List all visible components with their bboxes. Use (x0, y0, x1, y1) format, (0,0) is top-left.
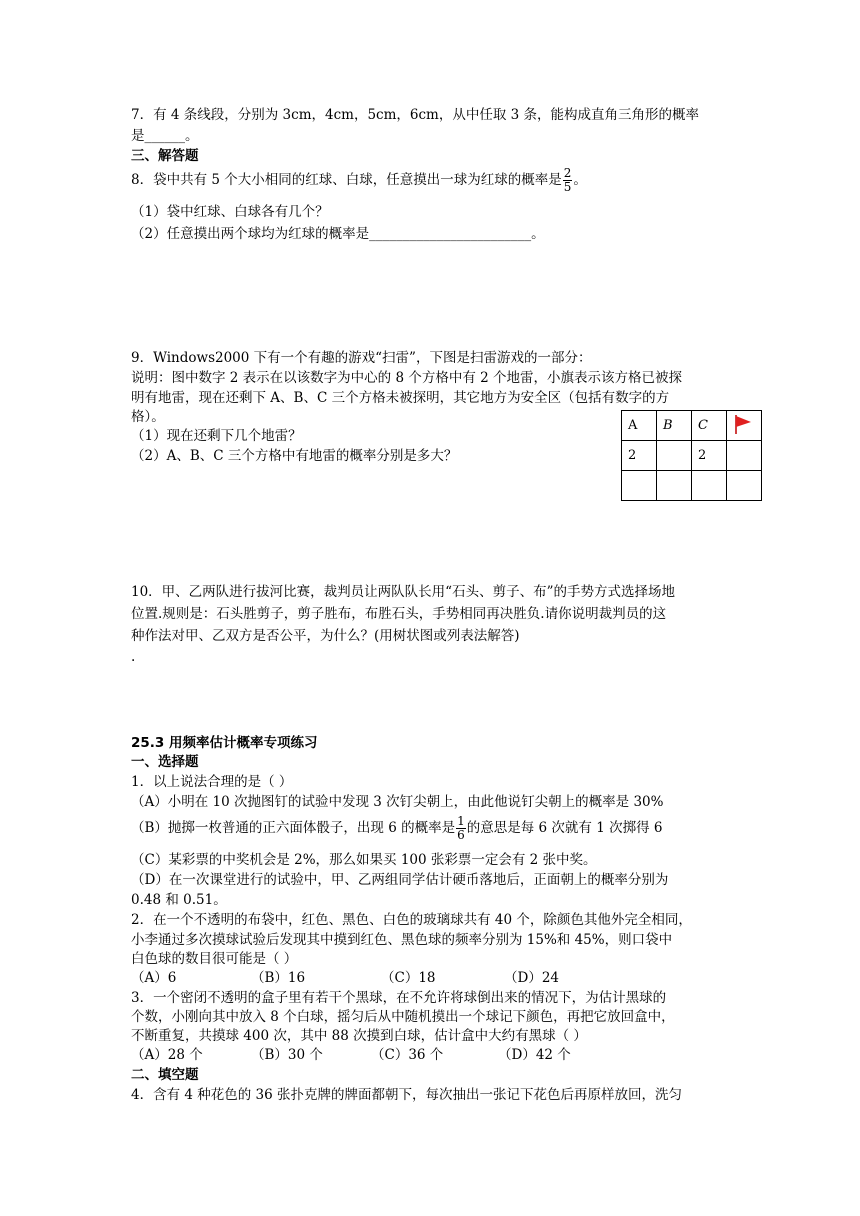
grid-cell (657, 441, 692, 471)
s-q1-option-a: （A）小明在 10 次抛图钉的试验中发现 3 次钉尖朝上，由此他说钉尖朝上的概率是 30% (131, 794, 664, 810)
s-q3-line-3: 不断重复，共摸球 400 次，其中 88 次摸到白球，估计盒中大约有黑球（ ） (131, 1028, 587, 1044)
minesweeper-grid (621, 410, 762, 501)
grid-cell-flag (727, 411, 762, 441)
s-q2-option-c: （C）18 (381, 970, 436, 986)
s-q1-option-c: （C）某彩票的中奖机会是 2%，那么如果买 100 张彩票一定会有 2 张中奖。 (131, 852, 597, 868)
s-q2-line-2: 小李通过多次摸球试验后发现其中摸到红色、黑色球的频率分别为 15%和 45%，则口袋中 (131, 932, 673, 948)
q8-sub-1: （1）袋中红球、白球各有几个？ (131, 204, 329, 220)
grid-row (622, 441, 762, 471)
q8-stem-text: 8．袋中共有 5 个大小相同的红球、白球，任意摸出一球为红球的概率是 (131, 172, 562, 188)
q10-line-1: 10．甲、乙两队进行拔河比赛，裁判员让两队队长用“石头、剪子、布”的手势方式选择场地 (131, 584, 675, 600)
s-q1-option-b-text: （B）抛掷一枚普通的正六面体骰子，出现 6 的概率是 (131, 820, 456, 836)
s-q4-line-1: 4．含有 4 种花色的 36 张扑克牌的牌面都朝下，每次抽出一张记下花色后再原样放回，洗匀 (131, 1087, 683, 1103)
grid-cell-b: B (657, 411, 692, 441)
grid-cell-c: C (692, 411, 727, 441)
q9-line-2: 说明：图中数字 2 表示在以该数字为中心的 8 个方格中有 2 个地雷，小旗表示该方格已被探 (131, 370, 683, 386)
grid-cell-a: A (622, 411, 657, 441)
s-q3-option-b: （B）30 个 (251, 1047, 323, 1063)
s-q2-option-a: （A）6 (131, 970, 177, 986)
s-q1-fraction-numerator: 1 (457, 814, 465, 828)
s-q3-option-c: （C）36 个 (371, 1047, 444, 1063)
q8-fraction (563, 167, 573, 194)
section-heading-fill: 二、填空题 (131, 1067, 199, 1083)
q9-line-3: 明有地雷，现在还剩下 A、B、C 三个方格未被探明，其它地方为安全区（包括有数字的方 (131, 390, 670, 406)
s-q2-option-d: （D）24 (504, 970, 560, 986)
q9-sub-1: （1）现在还剩下几个地雷？ (131, 428, 302, 444)
s-q3-option-d: （D）42 个 (498, 1047, 571, 1063)
q8-fraction-numerator: 2 (563, 166, 572, 180)
s-q1-option-d-line-1: （D）在一次课堂进行的试验中，甲、乙两组同学估计硬币落地后，正面朝上的概率分别为 (131, 872, 669, 888)
q8-sub-2: （2）任意摸出两个球均为红球的概率是________________________。 (131, 226, 545, 242)
grid-cell (727, 471, 762, 501)
s-q2-option-b: （B）16 (251, 970, 306, 986)
s-q1-option-b (131, 815, 662, 842)
s-q1-stem: 1．以上说法合理的是（ ） (131, 774, 293, 790)
s-q1-option-b-suffix: 的意思是每 6 次就有 1 次掷得 6 (466, 820, 663, 836)
s-q1-fraction-denominator: 6 (457, 828, 465, 842)
grid-row (622, 411, 762, 441)
s-q3-option-a: （A）28 个 (131, 1047, 203, 1063)
grid-cell: 2 (622, 441, 657, 471)
q8-stem (131, 167, 587, 194)
q10-line-3: 种作法对甲、乙双方是否公平，为什么？(用树状图或列表法解答) (131, 628, 520, 644)
grid-cell (727, 441, 762, 471)
q7-line-1: 7．有 4 条线段，分别为 3cm，4cm，5cm，6cm，从中任取 3 条，能构成直角三角形的概率 (131, 107, 700, 123)
s-q1-fraction (456, 815, 466, 842)
grid-cell: 2 (692, 441, 727, 471)
grid-cell (692, 471, 727, 501)
grid-row (622, 471, 762, 501)
q10-line-2: 位置.规则是：石头胜剪子，剪子胜布，布胜石头，手势相同再决胜负.请你说明裁判员的这 (131, 606, 667, 622)
grid-cell (622, 471, 657, 501)
s-q1-option-d-line-2: 0.48 和 0.51。 (131, 892, 227, 908)
s-q2-line-1: 2．在一个不透明的布袋中，红色、黑色、白色的玻璃球共有 40 个，除颜色其他外完全相同， (131, 912, 692, 928)
flag-icon (733, 413, 755, 435)
s-q2-line-3: 白色球的数目很可能是（ ） (131, 951, 298, 967)
grid-cell (657, 471, 692, 501)
q9-line-4: 格）。 (131, 409, 165, 425)
q8-fraction-denominator: 5 (563, 180, 572, 194)
s-q3-line-2: 个数，小刚向其中放入 8 个白球，摇匀后从中随机摸出一个球记下颜色，再把它放回盒中， (131, 1009, 675, 1025)
q9-sub-2: （2）A、B、C 三个方格中有地雷的概率分别是多大？ (131, 448, 458, 464)
section-title: 25.3 用频率估计概率专项练习 (131, 735, 318, 751)
q7-line-2: 是______。 (131, 128, 199, 144)
q9-line-1: 9．Windows2000 下有一个有趣的游戏“扫雷”，下图是扫雷游戏的一部分： (131, 350, 592, 366)
section-heading-answer: 三、解答题 (131, 148, 199, 164)
section-heading-choice: 一、选择题 (131, 754, 199, 770)
s-q3-line-1: 3．一个密闭不透明的盒子里有若干个黑球，在不允许将球倒出来的情况下，为估计黑球的 (131, 990, 667, 1006)
q10-line-4: . (131, 649, 136, 665)
q8-stem-suffix: 。 (573, 172, 587, 188)
